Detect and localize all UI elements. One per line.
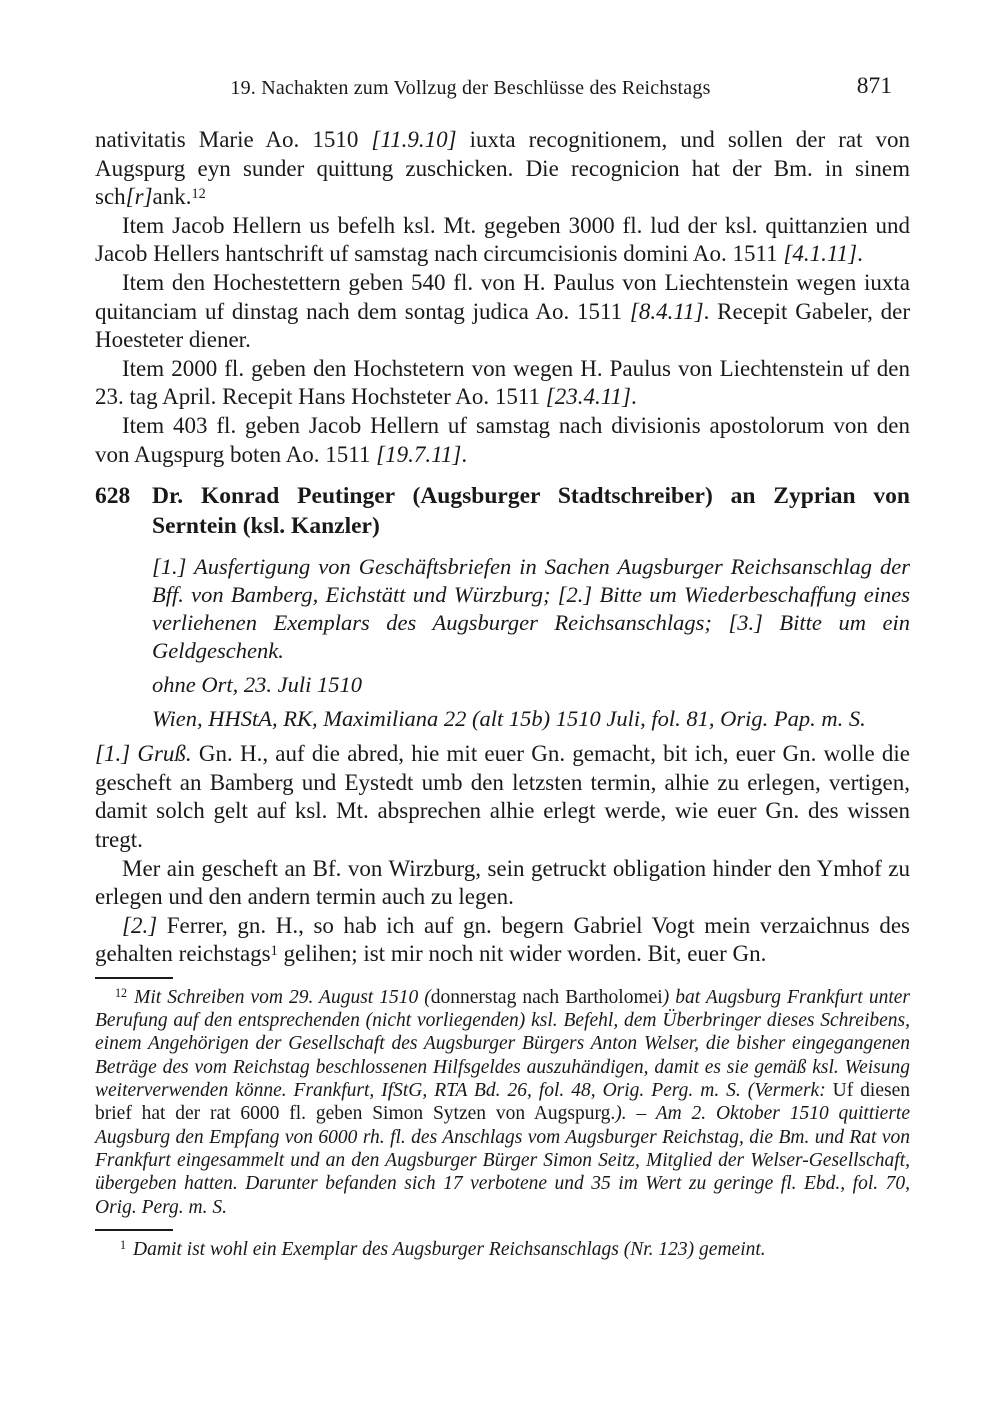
- running-header-title: 19. Nachakten zum Vollzug der Beschlüsse des Reichstags: [230, 77, 711, 99]
- entry-source-citation: Wien, HHStA, RK, Maximiliana 22 (alt 15b) 1510 Juli, fol. 81, Orig. Pap. m. S.: [152, 706, 866, 732]
- text-run: ank.: [152, 184, 192, 210]
- paragraph-item-jacob-hellern: [95, 212, 910, 269]
- page-number: 871: [856, 73, 892, 99]
- letter-paragraph-gruss: [95, 740, 910, 854]
- footnote-1: [95, 1238, 910, 1261]
- paragraph-item-403fl: [95, 412, 910, 469]
- date-gloss: [19.7.11]: [376, 441, 462, 467]
- footnote-ref-1: 1: [270, 942, 278, 959]
- footnote-text-run: ). – Am 2. Oktober 1510 quittierte Augsburg den Empfang von 6000 rh. fl. des Anschlags vom Augsburger Reichstag, die Bm. und Rat von Frankfurt eingesammelt und an den Augsburger Bürger Simon Seitz, Mitglied der Welser-Gesellschaft, übergeben hatten. Darunter befanden sich 17 verbotene und 35 im Wert zu geringe fl. Ebd., fol. 70, Orig. Perg. m. S.: [95, 1103, 911, 1218]
- footnote-separator-rule: [95, 977, 173, 979]
- editorial-insertion: [r]: [125, 184, 153, 210]
- text-run: iuxta recognitionem, und sollen der rat von Augspurg eyn sunder quittung zuschicken. Die recognicion hat der Bm. in sinem sch: [95, 127, 910, 210]
- section-marker: [1.] Gruß.: [95, 741, 192, 767]
- footnote-separator-rule: [95, 1229, 173, 1231]
- date-gloss: [4.1.11]: [783, 241, 858, 267]
- text-run: .: [857, 241, 863, 267]
- text-run: .: [461, 441, 468, 467]
- letter-paragraph-ferrer: [95, 912, 910, 969]
- text-run: Item den Hochestettern geben 540 fl. von H. Paulus von Liechtenstein wegen iuxta quitanciam uf dinstag nach dem sontag judica Ao. 1511: [95, 269, 910, 324]
- entry-heading: [95, 481, 910, 541]
- footnote-text-run: Damit ist wohl ein Exemplar des Augsburger Reichsanschlags (Nr. 123) gemeint.: [133, 1238, 766, 1260]
- section-marker: [2.]: [122, 912, 158, 938]
- footnote-roman-run: Uf diesen brief hat der rat 6000 fl. geben Simon Sytzen von Augspurg.: [95, 1080, 910, 1125]
- paragraph-nativitatis: [95, 126, 910, 212]
- entry-title: Dr. Konrad Peutinger (Augsburger Stadtschreiber) an Zyprian von Serntein (ksl. Kanzler): [152, 483, 910, 540]
- text-run: . Recepit Gabeler, der Hoesteter diener.: [95, 298, 910, 353]
- paragraph-item-hochestettern: [95, 269, 910, 355]
- page-header: [95, 73, 910, 100]
- paragraph-item-2000fl: [95, 355, 910, 412]
- text-run: Item Jacob Hellern us befelh ksl. Mt. gegeben 3000 fl. lud der ksl. quittanzien und Jacob Hellers hantschrift uf samstag nach circumcisionis domini Ao. 1511: [95, 212, 910, 267]
- text-run: .: [630, 384, 637, 410]
- text-run: Item 403 fl. geben Jacob Hellern uf samstag nach divisionis apostolorum von den von Augspurg boten Ao. 1511: [95, 412, 910, 467]
- date-gloss: [11.9.10]: [371, 127, 457, 152]
- footnote-ref-12: 12: [191, 185, 206, 202]
- letter-paragraph-wirzburg: Mer ain gescheft an Bf. von Wirzburg, sein getruckt obligation hinder den Ymhof zu erlegen und den andern termin auch zu legen.: [95, 855, 910, 910]
- date-gloss: [8.4.11]: [629, 298, 704, 324]
- entry-number: 628: [95, 483, 131, 510]
- entry-regest: [1.] Ausfertigung von Geschäftsbriefen in Sachen Augsburger Reichsanschlag der Bff. von Bamberg, Eichstätt und Würzburg; [2.] Bitte um Wiederbeschaffung eines verliehenen Exemplars des Augsburger Reichsanschlags; [3.] Bitte um ein Geldgeschenk.: [152, 554, 910, 664]
- letter-text: [95, 740, 910, 969]
- footnote-marker-1: 1: [120, 1238, 127, 1253]
- text-run: Item 2000 fl. geben den Hochstetern von wegen H. Paulus von Liechtenstein uf den 23. tag April. Recepit Hans Hochsteter Ao. 1511: [95, 355, 910, 410]
- text-run: Gn. H., auf die abred, hie mit euer Gn. gemacht, bit ich, euer Gn. wolle die gescheft an Bamberg und Eystedt umb den letzsten termin, alhie zu erlegen, vertigen, damit solch gelt auf ksl. Mt. absprechen alhie erlegt werde, wie euer Gn. des wissen tregt.: [95, 741, 910, 852]
- footnote-roman-run: donnerstag nach Bartholomei: [430, 986, 663, 1008]
- entry-628: [95, 481, 910, 969]
- text-run: gelihen; ist mir noch nit wider worden. Bit, euer Gn.: [277, 941, 767, 967]
- footnote-area: [95, 977, 910, 1261]
- footnote-text-run: ) bat Augsburg Frankfurt unter Berufung auf den entsprechenden (nicht vorliegenden) ksl. Befehl, dem Überbringer dieses Schreibens, einem Angehörigen der Gesellschaft des Augsburger Bürgers Anton Welser, die bisher eingegangenen Beträge des vom Reichstag beschlossenen Hilfsgeldes auszuhändigen, damit es sie gemäß ksl. Weisung weiterverwenden könne. Frankfurt, IfStG, RTA Bd. 26, fol. 48, Orig. Perg. m. S. (Vermerk:: [95, 986, 910, 1102]
- text-run: Ferrer, gn. H., so hab ich auf gn. begern Gabriel Vogt mein verzaichnus des gehalten reichstags: [95, 912, 910, 967]
- date-gloss: [23.4.11]: [545, 384, 631, 410]
- main-text-block: [95, 126, 910, 469]
- footnote-text-run: Mit Schreiben vom 29. August 1510 (: [134, 986, 431, 1008]
- text-run: nativitatis Marie Ao. 1510: [95, 127, 372, 152]
- entry-dateline: ohne Ort, 23. Juli 1510: [152, 672, 362, 698]
- footnote-marker-12: 12: [115, 986, 128, 1001]
- footnote-12: [95, 986, 910, 1219]
